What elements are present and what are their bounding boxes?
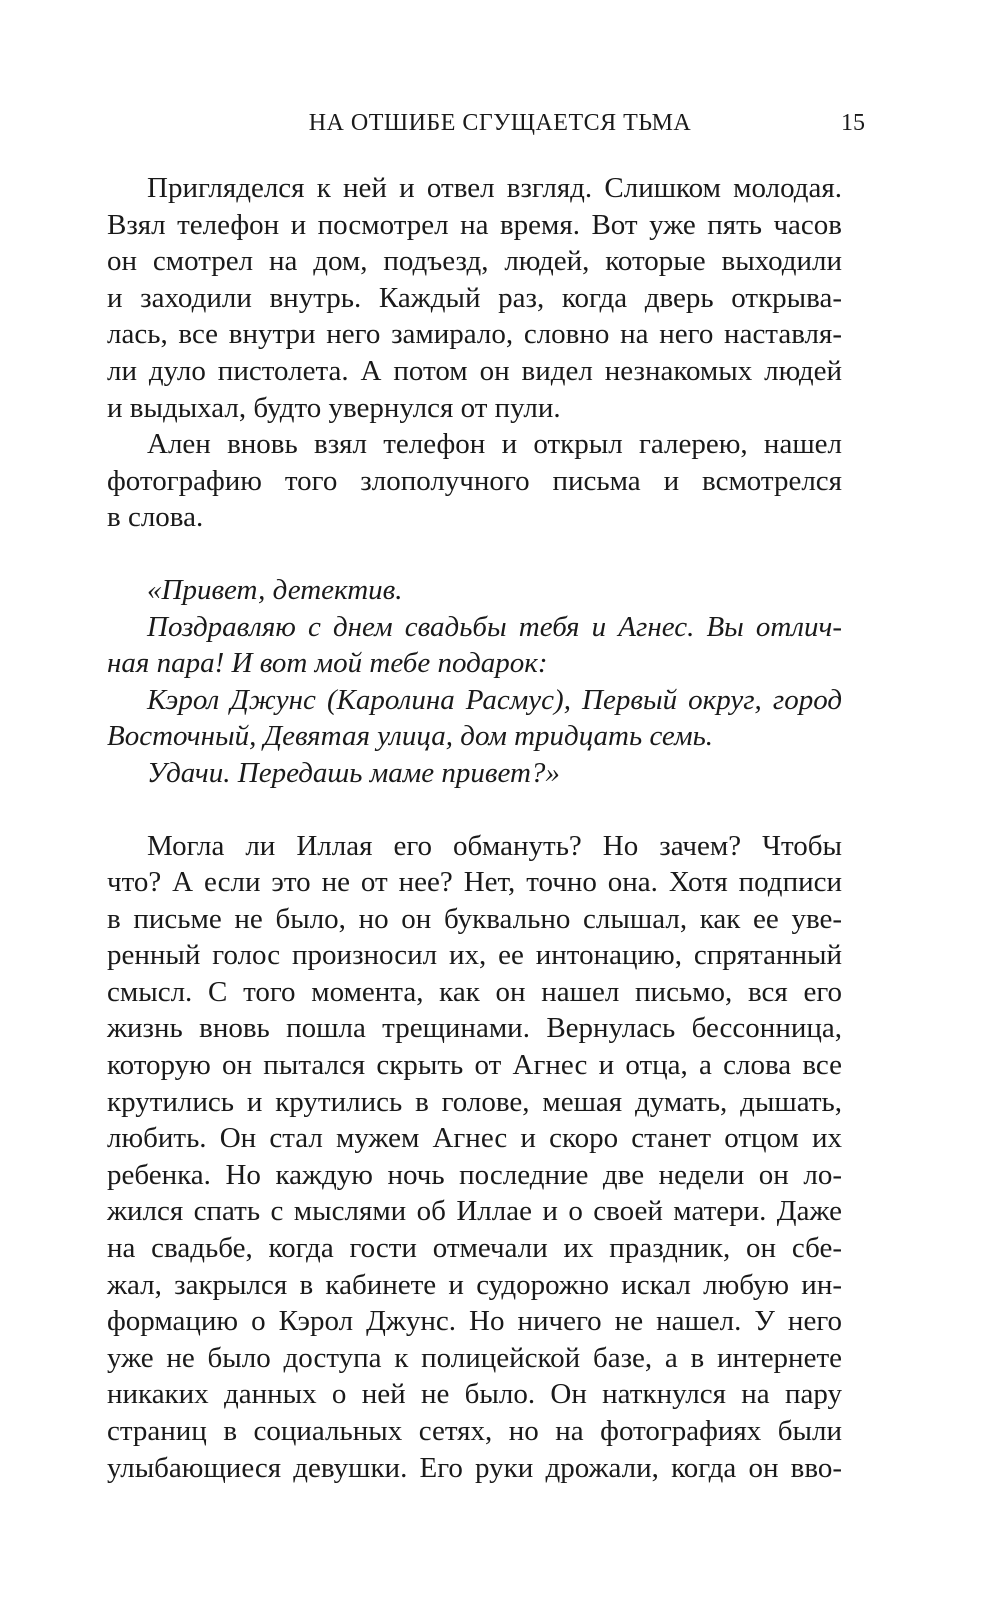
text-line: Пригляделся к ней и отвел взгляд. Слишком молодая. <box>147 172 842 204</box>
text-line: на свадьбе, когда гости отмечали их праздник, он сбе- <box>107 1232 842 1265</box>
text-line: крутились и крутились в голове, мешая думать, дышать, <box>107 1085 842 1118</box>
text-line: Поздравляю с днем свадьбы тебя и Агнес. Вы отлич- <box>147 610 842 643</box>
text-line: жился спать с мыслями об Иллае и о своей матери. Даже <box>107 1195 842 1228</box>
running-header <box>0 110 1000 150</box>
text-line: Могла ли Иллая его обмануть? Но зачем? Чтобы <box>147 829 842 862</box>
paragraph <box>107 170 842 426</box>
text-line: Кэрол Джунс (Каролина Расмус), Первый округ, город <box>147 683 842 716</box>
text-line: он смотрел на дом, подъезд, людей, которые выходили <box>107 245 842 278</box>
text-line: и выдыхал, будто увернулся от пули. <box>107 391 561 424</box>
text-line: которую он пытался скрыть от Агнес и отца, а слова все <box>107 1049 842 1082</box>
page-number: 15 <box>841 110 865 136</box>
text-line: ли дуло пистолета. А потом он видел незнакомых людей <box>107 354 842 387</box>
paragraph <box>107 828 842 1487</box>
section-gap <box>107 536 842 572</box>
text-line: ренный голос произносил их, ее интонацию, спрятанный <box>107 939 842 972</box>
letter-paragraph <box>107 572 842 609</box>
text-line: Удачи. Передашь маме привет?» <box>147 756 560 789</box>
text-line: ная пара! И вот мой тебе подарок: <box>107 647 548 680</box>
text-line: смысл. С того момента, как он нашел письмо, вся его <box>107 975 842 1008</box>
text-line: ребенка. Но каждую ночь последние две недели он ло- <box>107 1158 842 1191</box>
text-line: лась, все внутри него замирало, словно на него наставля- <box>107 318 842 351</box>
text-line: формацию о Кэрол Джунс. Но ничего не нашел. У него <box>107 1305 842 1338</box>
text-line: и заходили внутрь. Каждый раз, когда дверь открыва- <box>107 281 842 314</box>
text-line: фотографию того злополучного письма и всмотрелся <box>107 464 842 497</box>
letter-paragraph <box>107 682 842 755</box>
text-line: в слова. <box>107 501 204 534</box>
text-line: в письме не было, но он буквально слышал, как ее уве- <box>107 902 842 935</box>
text-line: страниц в социальных сетях, но на фотографиях были <box>107 1415 842 1447</box>
text-line: уже не было доступа к полицейской базе, а в интернете <box>107 1341 842 1374</box>
letter-paragraph <box>107 609 842 682</box>
text-line: улыбающиеся девушки. Его руки дрожали, когда он вво- <box>107 1451 842 1484</box>
text-line: «Привет, детектив. <box>147 573 403 606</box>
running-title: НА ОТШИБЕ СГУЩАЕТСЯ ТЬМА <box>308 110 692 136</box>
letter-paragraph <box>107 755 842 792</box>
text-line: жал, закрылся в кабинете и судорожно искал любую ин- <box>107 1268 842 1301</box>
text-line: любить. Он стал мужем Агнес и скоро станет отцом их <box>107 1122 842 1155</box>
text-line: Восточный, Девятая улица, дом тридцать семь. <box>107 720 714 753</box>
text-line: Взял телефон и посмотрел на время. Вот уже пять часов <box>107 208 842 241</box>
text-line: никаких данных о ней не было. Он наткнулся на пару <box>107 1378 842 1411</box>
paragraph <box>107 426 842 536</box>
text-line: жизнь вновь пошла трещинами. Вернулась бессонница, <box>107 1012 842 1045</box>
page-body <box>107 170 842 1486</box>
section-gap <box>107 792 842 828</box>
text-line: Ален вновь взял телефон и открыл галерею, нашел <box>147 428 842 461</box>
text-line: что? А если это не от нее? Нет, точно она. Хотя подписи <box>107 866 842 899</box>
letter-quote <box>107 572 842 792</box>
